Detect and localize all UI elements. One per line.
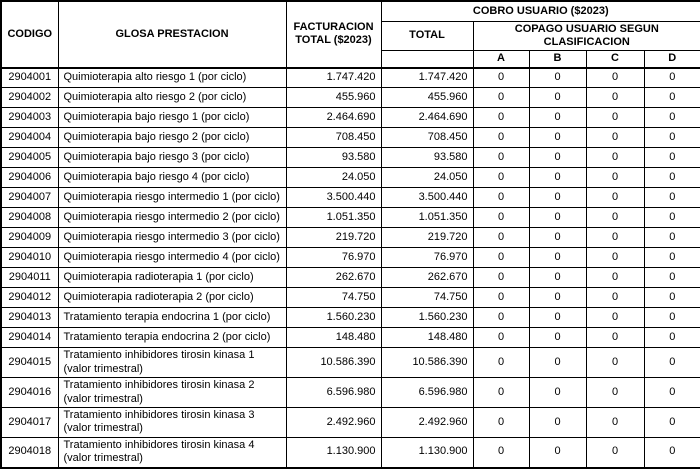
cell-copago-d: 0 <box>644 68 700 88</box>
cell-facturacion: 1.747.420 <box>286 68 381 88</box>
cell-copago-a: 0 <box>473 437 529 467</box>
table-row <box>1 348 700 378</box>
cell-copago-b: 0 <box>529 188 586 208</box>
cell-codigo: 2904013 <box>1 308 58 328</box>
cell-cobro-total: 24.050 <box>381 168 473 188</box>
cell-copago-d: 0 <box>644 268 700 288</box>
cell-facturacion: 708.450 <box>286 128 381 148</box>
cell-copago-b: 0 <box>529 208 586 228</box>
cell-facturacion: 2.464.690 <box>286 108 381 128</box>
cell-copago-b: 0 <box>529 437 586 467</box>
table-row <box>1 378 700 408</box>
cell-codigo: 2904015 <box>1 348 58 378</box>
header-row-1 <box>1 1 700 21</box>
table-row <box>1 288 700 308</box>
cell-copago-a: 0 <box>473 268 529 288</box>
table-row <box>1 437 700 467</box>
cell-cobro-total: 1.051.350 <box>381 208 473 228</box>
cell-copago-a: 0 <box>473 248 529 268</box>
cell-cobro-total: 2.464.690 <box>381 108 473 128</box>
cell-codigo: 2904014 <box>1 328 58 348</box>
cell-codigo: 2904011 <box>1 268 58 288</box>
cell-copago-a: 0 <box>473 228 529 248</box>
cell-copago-d: 0 <box>644 148 700 168</box>
cell-cobro-total: 76.970 <box>381 248 473 268</box>
cell-copago-d: 0 <box>644 88 700 108</box>
cell-copago-a: 0 <box>473 328 529 348</box>
cell-copago-b: 0 <box>529 348 586 378</box>
cell-cobro-total: 6.596.980 <box>381 378 473 408</box>
cell-copago-d: 0 <box>644 378 700 408</box>
header-clase-d: D <box>644 51 700 68</box>
cell-facturacion: 455.960 <box>286 88 381 108</box>
cell-codigo: 2904003 <box>1 108 58 128</box>
cell-cobro-total: 219.720 <box>381 228 473 248</box>
cell-cobro-total: 93.580 <box>381 148 473 168</box>
cell-copago-a: 0 <box>473 407 529 437</box>
header-copago-clasificacion: COPAGO USUARIO SEGUN CLASIFICACION <box>473 21 700 51</box>
cell-copago-a: 0 <box>473 148 529 168</box>
cell-copago-a: 0 <box>473 168 529 188</box>
cell-copago-d: 0 <box>644 437 700 467</box>
table-header <box>1 1 700 68</box>
cell-copago-c: 0 <box>586 228 644 248</box>
cell-copago-b: 0 <box>529 328 586 348</box>
cell-copago-c: 0 <box>586 248 644 268</box>
cell-codigo: 2904010 <box>1 248 58 268</box>
cell-copago-b: 0 <box>529 378 586 408</box>
cell-copago-b: 0 <box>529 288 586 308</box>
cell-copago-a: 0 <box>473 68 529 88</box>
table-row <box>1 108 700 128</box>
cell-copago-d: 0 <box>644 128 700 148</box>
cell-cobro-total: 1.747.420 <box>381 68 473 88</box>
cell-glosa: Tratamiento terapia endocrina 2 (por ciclo) <box>58 328 286 348</box>
header-total-spacer <box>381 51 473 68</box>
cell-copago-d: 0 <box>644 348 700 378</box>
cell-facturacion: 6.596.980 <box>286 378 381 408</box>
cell-cobro-total: 455.960 <box>381 88 473 108</box>
cell-copago-a: 0 <box>473 108 529 128</box>
cell-cobro-total: 1.560.230 <box>381 308 473 328</box>
cell-codigo: 2904002 <box>1 88 58 108</box>
cell-facturacion: 76.970 <box>286 248 381 268</box>
cell-facturacion: 93.580 <box>286 148 381 168</box>
header-cobro-usuario: COBRO USUARIO ($2023) <box>381 1 700 21</box>
cell-copago-c: 0 <box>586 288 644 308</box>
cell-copago-c: 0 <box>586 88 644 108</box>
cell-cobro-total: 262.670 <box>381 268 473 288</box>
cell-glosa: Quimioterapia riesgo intermedio 3 (por ciclo) <box>58 228 286 248</box>
cell-codigo: 2904017 <box>1 407 58 437</box>
cell-glosa: Tratamiento terapia endocrina 1 (por ciclo) <box>58 308 286 328</box>
cell-codigo: 2904001 <box>1 68 58 88</box>
table-row <box>1 308 700 328</box>
cell-glosa: Tratamiento inhibidores tirosin kinasa 1 (valor trimestral) <box>58 348 286 378</box>
cell-facturacion: 74.750 <box>286 288 381 308</box>
cell-facturacion: 10.586.390 <box>286 348 381 378</box>
cell-glosa: Tratamiento inhibidores tirosin kinasa 4 (valor trimestral) <box>58 437 286 467</box>
cell-cobro-total: 10.586.390 <box>381 348 473 378</box>
cell-copago-a: 0 <box>473 348 529 378</box>
cell-copago-b: 0 <box>529 407 586 437</box>
cell-codigo: 2904006 <box>1 168 58 188</box>
header-clase-b: B <box>529 51 586 68</box>
header-codigo: CODIGO <box>1 1 58 68</box>
cell-copago-b: 0 <box>529 168 586 188</box>
cell-copago-b: 0 <box>529 228 586 248</box>
cell-copago-c: 0 <box>586 348 644 378</box>
cell-copago-c: 0 <box>586 437 644 467</box>
cell-copago-c: 0 <box>586 268 644 288</box>
cell-copago-a: 0 <box>473 188 529 208</box>
cell-glosa: Tratamiento inhibidores tirosin kinasa 3 (valor trimestral) <box>58 407 286 437</box>
cell-codigo: 2904008 <box>1 208 58 228</box>
cell-facturacion: 262.670 <box>286 268 381 288</box>
table-row <box>1 407 700 437</box>
cell-glosa: Quimioterapia bajo riesgo 2 (por ciclo) <box>58 128 286 148</box>
cell-copago-d: 0 <box>644 208 700 228</box>
cell-glosa: Quimioterapia radioterapia 1 (por ciclo) <box>58 268 286 288</box>
cell-copago-a: 0 <box>473 288 529 308</box>
cell-cobro-total: 148.480 <box>381 328 473 348</box>
cell-cobro-total: 74.750 <box>381 288 473 308</box>
table-row <box>1 268 700 288</box>
cell-facturacion: 2.492.960 <box>286 407 381 437</box>
cell-copago-d: 0 <box>644 248 700 268</box>
cell-glosa: Quimioterapia riesgo intermedio 2 (por ciclo) <box>58 208 286 228</box>
table-row <box>1 128 700 148</box>
cell-copago-c: 0 <box>586 128 644 148</box>
cell-facturacion: 1.051.350 <box>286 208 381 228</box>
cell-glosa: Tratamiento inhibidores tirosin kinasa 2 (valor trimestral) <box>58 378 286 408</box>
table-row <box>1 228 700 248</box>
cell-copago-c: 0 <box>586 208 644 228</box>
cell-glosa: Quimioterapia bajo riesgo 3 (por ciclo) <box>58 148 286 168</box>
cell-cobro-total: 2.492.960 <box>381 407 473 437</box>
cell-cobro-total: 3.500.440 <box>381 188 473 208</box>
header-facturacion-total: FACTURACION TOTAL ($2023) <box>286 1 381 68</box>
cell-codigo: 2904012 <box>1 288 58 308</box>
cell-copago-a: 0 <box>473 378 529 408</box>
cell-cobro-total: 1.130.900 <box>381 437 473 467</box>
cell-copago-b: 0 <box>529 108 586 128</box>
table-row <box>1 148 700 168</box>
cell-copago-d: 0 <box>644 188 700 208</box>
header-clase-a: A <box>473 51 529 68</box>
cell-copago-d: 0 <box>644 328 700 348</box>
cell-facturacion: 24.050 <box>286 168 381 188</box>
table-row <box>1 68 700 88</box>
table-row <box>1 328 700 348</box>
cell-copago-c: 0 <box>586 308 644 328</box>
cell-copago-b: 0 <box>529 268 586 288</box>
cell-copago-d: 0 <box>644 168 700 188</box>
table-row <box>1 168 700 188</box>
cell-copago-c: 0 <box>586 407 644 437</box>
cell-copago-b: 0 <box>529 128 586 148</box>
cell-facturacion: 1.560.230 <box>286 308 381 328</box>
cell-copago-b: 0 <box>529 88 586 108</box>
cell-copago-d: 0 <box>644 228 700 248</box>
table-row <box>1 188 700 208</box>
cell-copago-a: 0 <box>473 88 529 108</box>
cell-cobro-total: 708.450 <box>381 128 473 148</box>
cell-codigo: 2904004 <box>1 128 58 148</box>
cell-copago-d: 0 <box>644 308 700 328</box>
cell-copago-c: 0 <box>586 168 644 188</box>
cell-codigo: 2904018 <box>1 437 58 467</box>
cell-copago-c: 0 <box>586 378 644 408</box>
cell-codigo: 2904009 <box>1 228 58 248</box>
cell-copago-b: 0 <box>529 308 586 328</box>
table-row <box>1 208 700 228</box>
cell-facturacion: 148.480 <box>286 328 381 348</box>
cell-facturacion: 3.500.440 <box>286 188 381 208</box>
cell-copago-c: 0 <box>586 328 644 348</box>
cell-copago-b: 0 <box>529 68 586 88</box>
cell-copago-a: 0 <box>473 208 529 228</box>
cell-copago-b: 0 <box>529 248 586 268</box>
cell-glosa: Quimioterapia radioterapia 2 (por ciclo) <box>58 288 286 308</box>
cell-copago-c: 0 <box>586 188 644 208</box>
cell-glosa: Quimioterapia riesgo intermedio 1 (por ciclo) <box>58 188 286 208</box>
cell-copago-a: 0 <box>473 128 529 148</box>
cell-copago-c: 0 <box>586 148 644 168</box>
cell-glosa: Quimioterapia bajo riesgo 1 (por ciclo) <box>58 108 286 128</box>
header-glosa-prestacion: GLOSA PRESTACION <box>58 1 286 68</box>
table-row <box>1 248 700 268</box>
cell-glosa: Quimioterapia riesgo intermedio 4 (por ciclo) <box>58 248 286 268</box>
cell-glosa: Quimioterapia alto riesgo 2 (por ciclo) <box>58 88 286 108</box>
header-total: TOTAL <box>381 21 473 51</box>
cell-copago-d: 0 <box>644 407 700 437</box>
cell-copago-a: 0 <box>473 308 529 328</box>
table-body <box>1 68 700 468</box>
cell-glosa: Quimioterapia bajo riesgo 4 (por ciclo) <box>58 168 286 188</box>
cell-copago-c: 0 <box>586 108 644 128</box>
cell-codigo: 2904016 <box>1 378 58 408</box>
table-row <box>1 88 700 108</box>
cell-glosa: Quimioterapia alto riesgo 1 (por ciclo) <box>58 68 286 88</box>
cell-codigo: 2904005 <box>1 148 58 168</box>
cell-copago-d: 0 <box>644 288 700 308</box>
cell-copago-b: 0 <box>529 148 586 168</box>
header-clase-c: C <box>586 51 644 68</box>
cell-copago-c: 0 <box>586 68 644 88</box>
cell-codigo: 2904007 <box>1 188 58 208</box>
cell-copago-d: 0 <box>644 108 700 128</box>
cell-facturacion: 1.130.900 <box>286 437 381 467</box>
cell-facturacion: 219.720 <box>286 228 381 248</box>
